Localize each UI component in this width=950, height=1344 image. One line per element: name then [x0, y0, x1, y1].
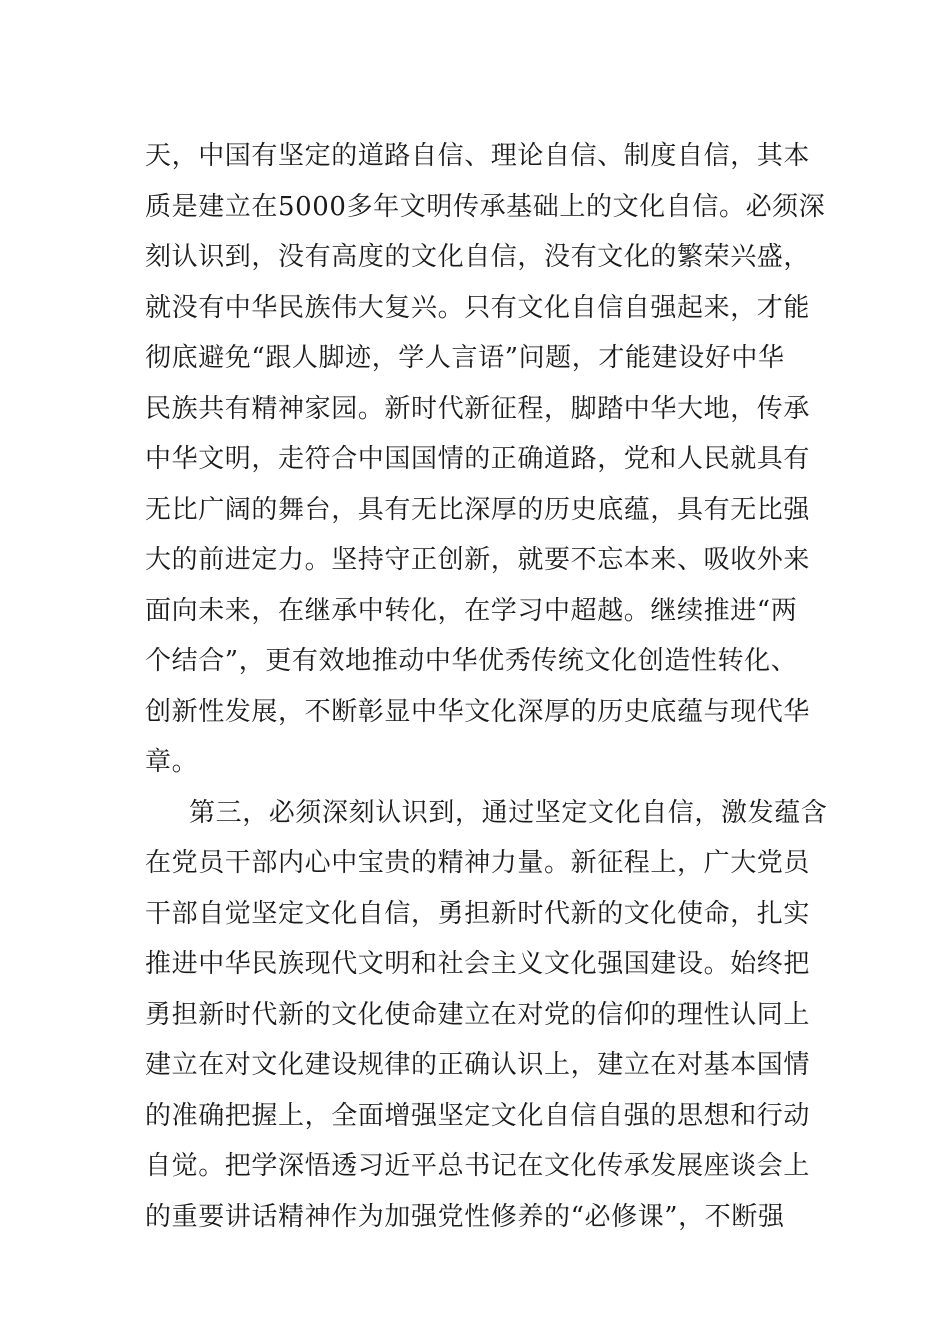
text-line: 的准确把握上，全面增强坚定文化自信自强的思想和行动: [145, 1100, 811, 1131]
text-line: 彻底避免“跟人脚迹，学人言语”问题，才能建设好中华: [145, 343, 785, 373]
text-line: 质是建立在5000多年文明传承基础上的文化自信。必须深: [145, 191, 826, 222]
text-line: 的重要讲话精神作为加强党性修养的“必修课”，不断强: [145, 1201, 785, 1232]
text-line: 就没有中华民族伟大复兴。只有文化自信自强起来，才能: [145, 292, 811, 323]
text-line: 民族共有精神家园。新时代新征程，脚踏中华大地，传承: [145, 393, 811, 424]
paragraph-2: [145, 788, 828, 1243]
text-line: 勇担新时代新的文化使命建立在对党的信仰的理性认同上: [145, 999, 811, 1030]
text-line: 面向未来，在继承中转化，在学习中超越。继续推进“两: [145, 595, 798, 626]
text-line: 刻认识到，没有高度的文化自信，没有文化的繁荣兴盛，: [145, 242, 811, 272]
text-line: 天，中国有坚定的道路自信、理论自信、制度自信，其本: [145, 141, 811, 171]
text-line: 大的前进定力。坚持守正创新，就要不忘本来、吸收外来: [145, 545, 811, 575]
text-line: 推进中华民族现代文明和社会主义文化强国建设。始终把: [145, 949, 811, 979]
text-line: 在党员干部内心中宝贵的精神力量。新征程上，广大党员: [145, 848, 811, 878]
text-line: 创新性发展，不断彰显中华文化深厚的历史底蕴与现代华: [145, 696, 811, 727]
text-line: 无比广阔的舞台，具有无比深厚的历史底蕴，具有无比强: [145, 494, 811, 525]
paragraph-1: [145, 131, 826, 788]
body-text: [145, 131, 828, 1242]
text-line: 建立在对文化建设规律的正确认识上，建立在对基本国情: [145, 1050, 811, 1080]
text-line: 个结合”，更有效地推动中华优秀传统文化创造性转化、: [145, 646, 798, 676]
text-line: 第三，必须深刻认识到，通过坚定文化自信，激发蕴含: [189, 797, 828, 828]
text-line: 干部自觉坚定文化自信，勇担新时代新的文化使命，扎实: [145, 898, 811, 929]
text-line: 自觉。把学深悟透习近平总书记在文化传承发展座谈会上: [145, 1151, 811, 1181]
text-line: 中华文明，走符合中国国情的正确道路，党和人民就具有: [145, 444, 811, 474]
text-line: 章。: [145, 747, 199, 777]
